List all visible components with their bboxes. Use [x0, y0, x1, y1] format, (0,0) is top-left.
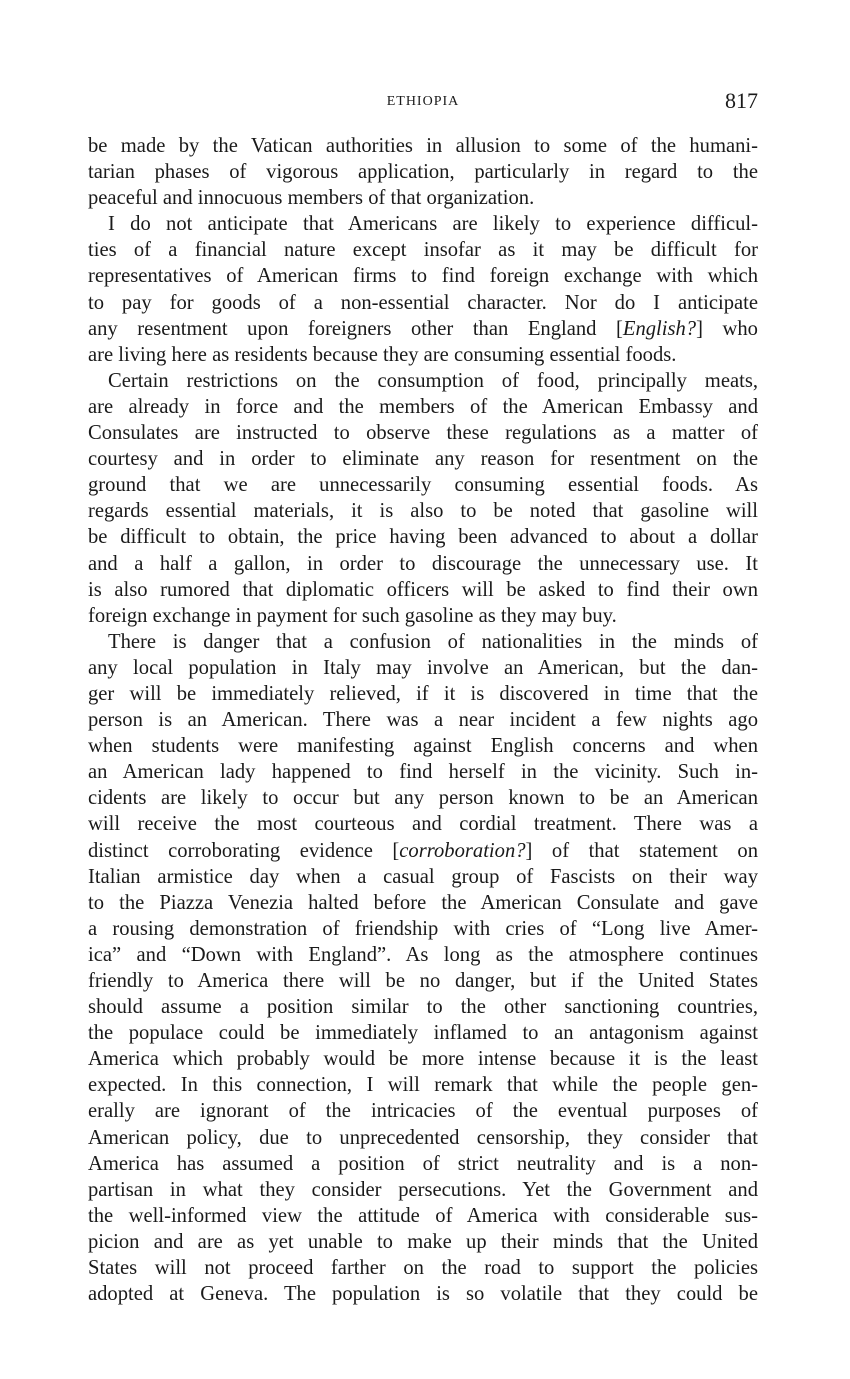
text-line: ger will be immediately relieved, if it is discovered in time that the: [88, 682, 758, 705]
text-line: will receive the most courteous and cordial treatment. There was a: [88, 813, 758, 836]
text-line: peaceful and innocuous members of that organization.: [88, 187, 535, 210]
text-line: is also rumored that diplomatic officers will be asked to find their own: [88, 578, 758, 601]
editorial-insertion: English?: [622, 317, 697, 340]
text-line: an American lady happened to find herself in the vicinity. Such in-: [88, 761, 758, 784]
text-line: be made by the Vatican authorities in allusion to some of the humani-: [88, 135, 758, 157]
text-line: the populace could be immediately inflamed to an antagonism against: [88, 1022, 758, 1045]
text-line: America has assumed a position of strict neutrality and is a non-: [88, 1152, 758, 1175]
text-segment: ] who: [696, 317, 758, 340]
text-line: foreign exchange in payment for such gasoline as they may buy.: [88, 604, 617, 627]
text-line: ties of a financial nature except insofar as it may be difficult for: [88, 239, 758, 262]
text-line: [88, 838, 758, 864]
text-line: There is danger that a confusion of nationalities in the minds of: [108, 630, 758, 653]
text-line: [88, 316, 758, 342]
text-line: picion and are as yet unable to make up their minds that the United: [88, 1230, 758, 1253]
text-line: courtesy and in order to eliminate any reason for resentment on the: [88, 448, 758, 471]
text-line: I do not anticipate that Americans are likely to experience difficul-: [108, 213, 758, 236]
text-line: ground that we are unnecessarily consuming essential foods. As: [88, 474, 758, 497]
text-line: to pay for goods of a non-essential character. Nor do I anticipate: [88, 291, 758, 314]
text-line: Certain restrictions on the consumption of food, principally meats,: [108, 369, 758, 392]
text-line: any local population in Italy may involve an American, but the dan-: [88, 656, 758, 679]
text-line: a rousing demonstration of friendship with cries of “Long live Amer-: [88, 917, 758, 940]
text-line: representatives of American firms to find foreign exchange with which: [88, 265, 758, 288]
text-line: American policy, due to unprecedented censorship, they consider that: [88, 1126, 758, 1149]
running-title: ETHIOPIA: [386, 94, 460, 109]
text-line: Italian armistice day when a casual group of Fascists on their way: [88, 865, 758, 888]
text-line: friendly to America there will be no danger, but if the United States: [88, 970, 758, 992]
text-line: States will not proceed farther on the road to support the policies: [88, 1257, 758, 1280]
text-segment: ] of that statement on: [525, 839, 758, 862]
running-head: [88, 88, 758, 116]
text-line: expected. In this connection, I will remark that while the people gen-: [88, 1074, 758, 1097]
text-line: person is an American. There was a near incident a few nights ago: [88, 709, 758, 732]
text-line: and a half a gallon, in order to discourage the unnecessary use. It: [88, 552, 758, 575]
text-line: when students were manifesting against English concerns and when: [88, 735, 758, 758]
text-line: are living here as residents because they are consuming essential foods.: [88, 343, 677, 366]
text-line: Consulates are instructed to observe these regulations as a matter of: [88, 422, 758, 445]
page-number: 817: [725, 88, 758, 113]
text-line: the well-informed view the attitude of America with considerable sus-: [88, 1204, 758, 1227]
text-segment: distinct corroborating evidence [: [88, 839, 400, 862]
text-line: to the Piazza Venezia halted before the American Consulate and gave: [88, 891, 758, 914]
text-line: adopted at Geneva. The population is so volatile that they could be: [88, 1283, 758, 1306]
text-line: cidents are likely to occur but any person known to be an American: [88, 787, 758, 810]
text-line: ica” and “Down with England”. As long as the atmosphere continues: [88, 943, 758, 966]
text-line: erally are ignorant of the intricacies of the eventual purposes of: [88, 1100, 758, 1123]
text-line: be difficult to obtain, the price having been advanced to about a dollar: [88, 526, 758, 549]
text-segment: any resentment upon foreigners other than England [: [88, 317, 623, 340]
body-text: [88, 133, 758, 1307]
text-line: should assume a position similar to the other sanctioning countries,: [88, 996, 758, 1019]
text-line: partisan in what they consider persecutions. Yet the Government and: [88, 1178, 758, 1201]
text-line: regards essential materials, it is also to be noted that gasoline will: [88, 500, 758, 523]
text-line: are already in force and the members of the American Embassy and: [88, 395, 758, 418]
text-line: America which probably would be more intense because it is the least: [88, 1048, 758, 1071]
editorial-insertion: corroboration?: [399, 839, 526, 862]
text-line: tarian phases of vigorous application, particularly in regard to the: [88, 161, 758, 184]
